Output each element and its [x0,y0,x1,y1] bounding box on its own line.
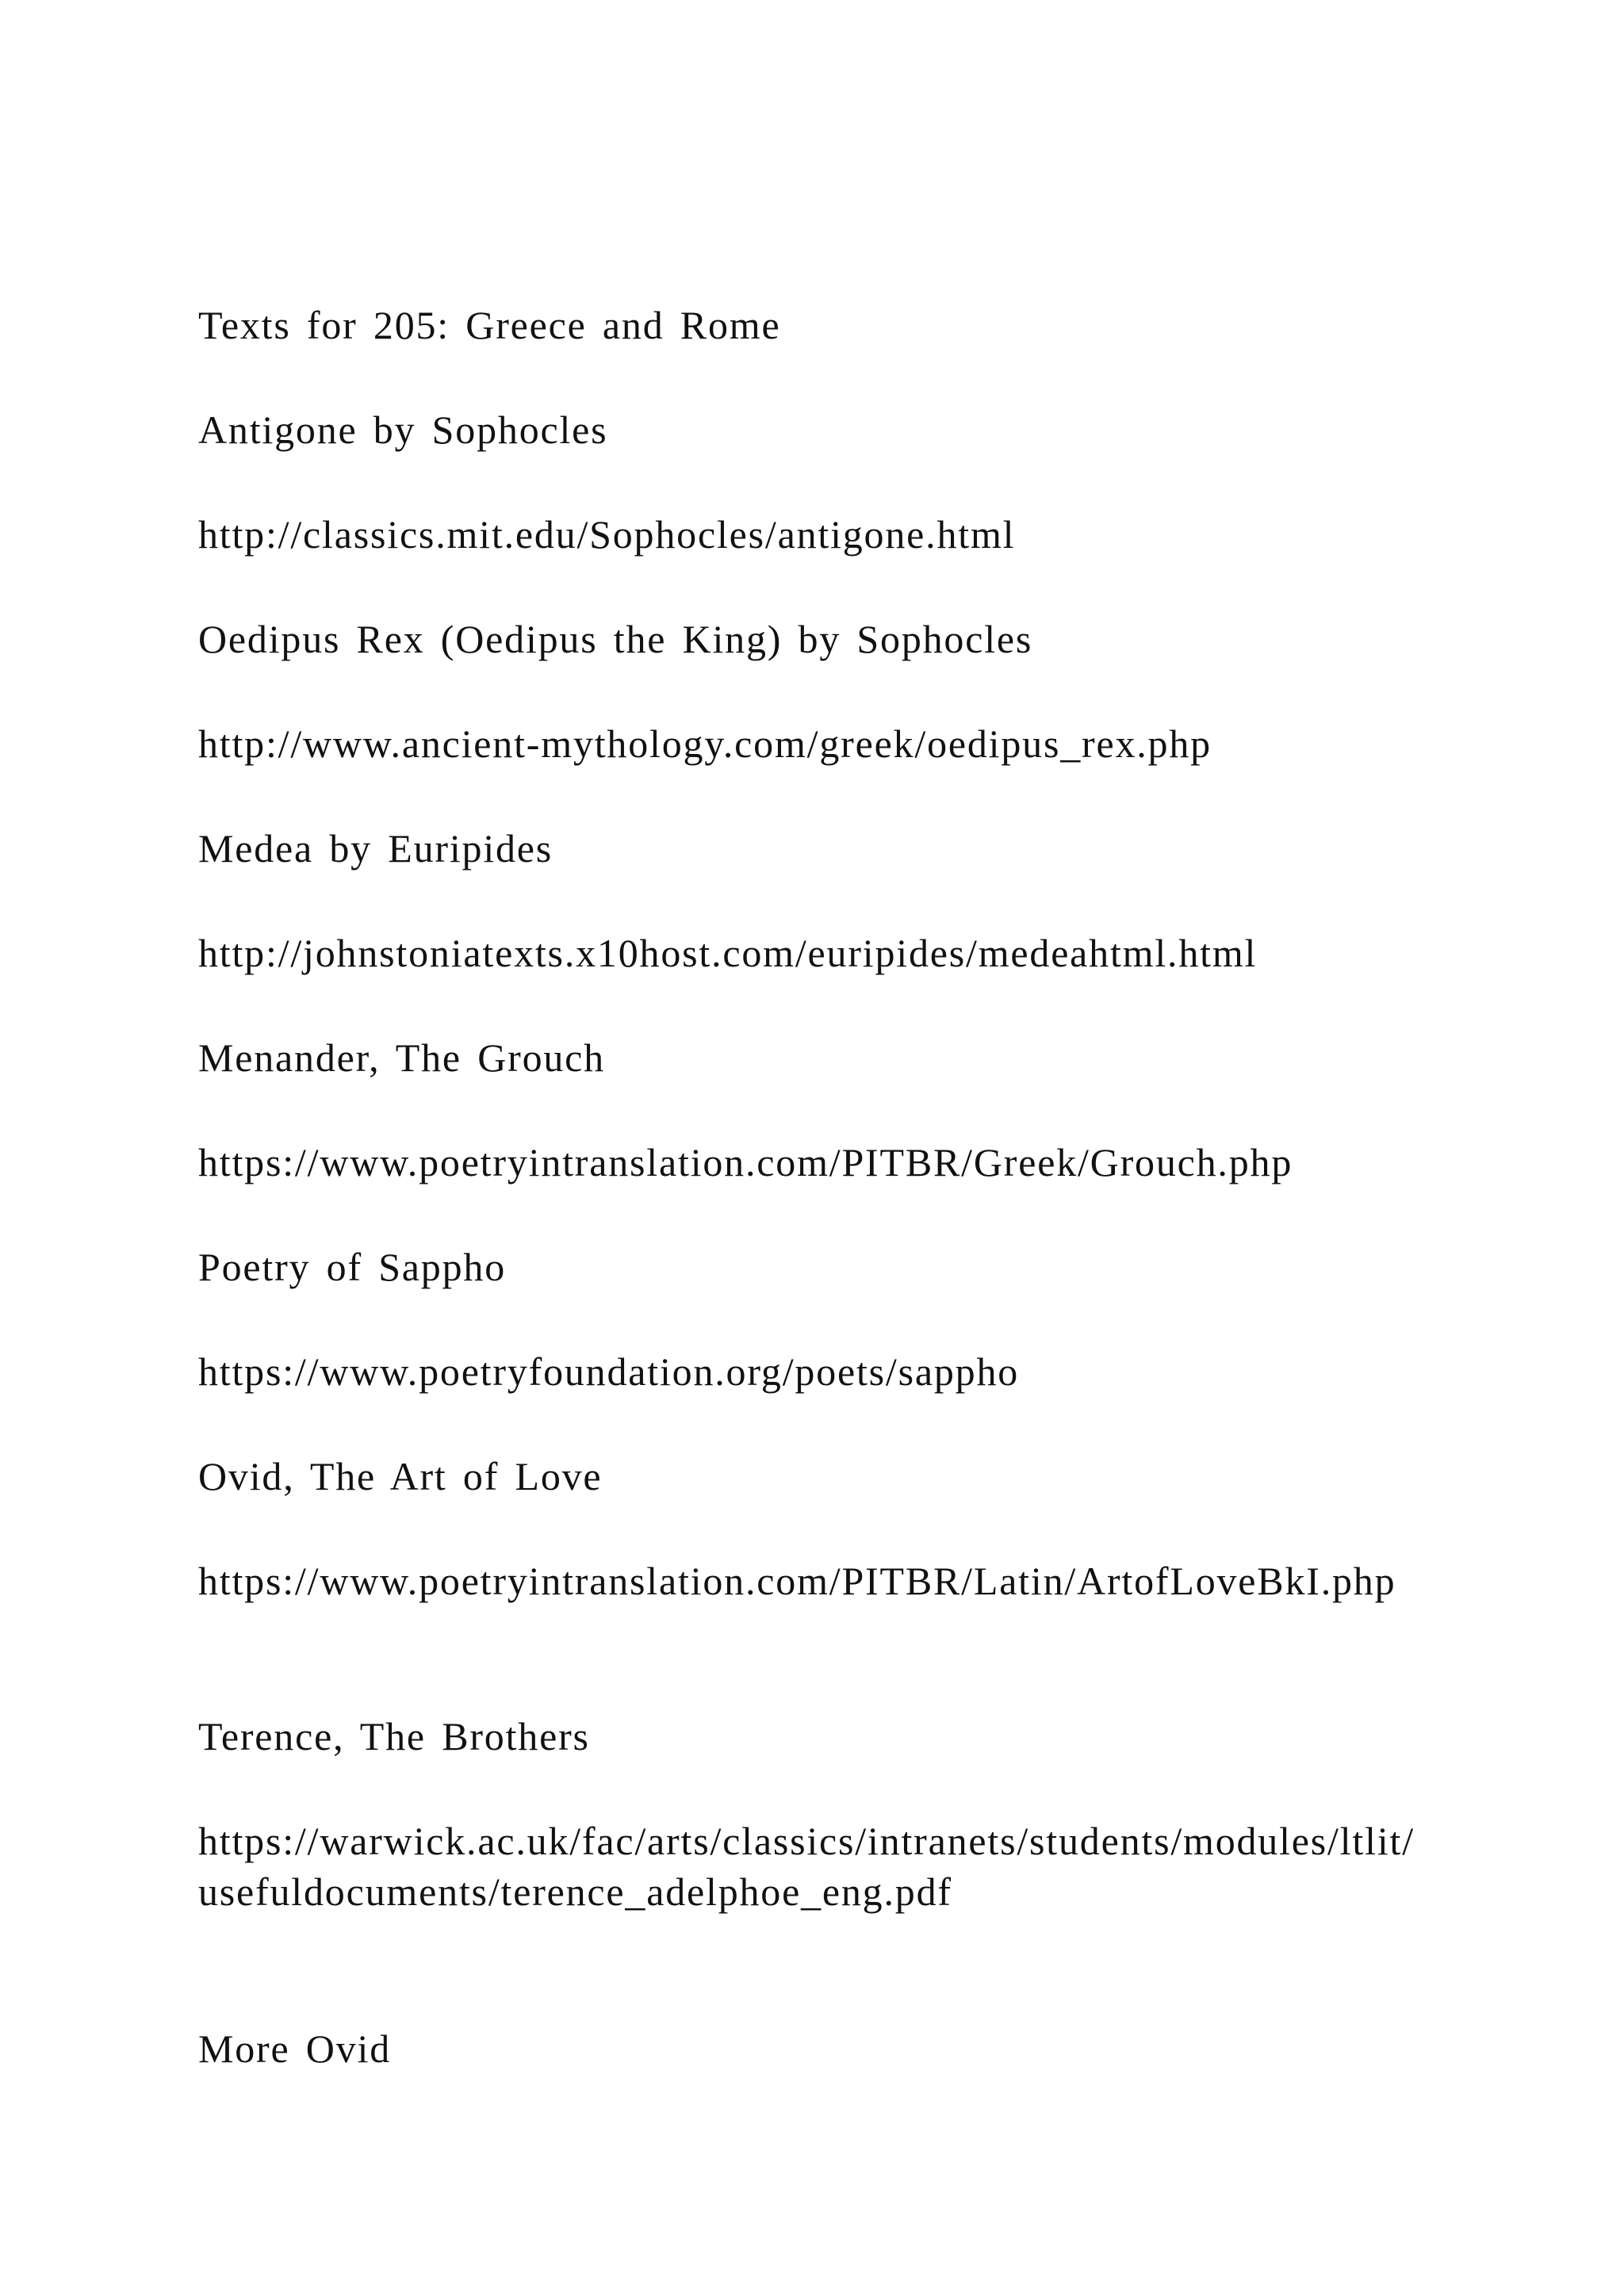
entry-url-oedipus[interactable] [198,718,1212,769]
entry-url-art-of-love[interactable] [198,1556,1435,1606]
link-antigone[interactable]: http://classics.mit.edu/Sophocles/antigone.html [198,512,1016,557]
entry-url-sappho[interactable] [198,1346,1019,1397]
entry-label-oedipus: Oedipus Rex (Oedipus the King) by Sophocles [198,617,1033,661]
link-grouch[interactable]: https://www.poetryintranslation.com/PITBR/Greek/Grouch.php [198,1140,1293,1184]
link-sappho[interactable]: https://www.poetryfoundation.org/poets/sappho [198,1349,1020,1394]
link-medea[interactable]: http://johnstoniatexts.x10host.com/euripides/medeahtml.html [198,931,1258,975]
document-title: Texts for 205: Greece and Rome [198,303,781,347]
entry-label-art-of-love: Ovid, The Art of Love [198,1454,603,1498]
entry-label-sappho: Poetry of Sappho [198,1245,506,1289]
link-oedipus[interactable]: http://www.ancient-mythology.com/greek/oedipus_rex.php [198,721,1212,766]
link-art-of-love[interactable]: https://www.poetryintranslation.com/PITBR/Latin/ArtofLoveBkI.php [198,1559,1396,1603]
entry-url-medea[interactable] [198,928,1257,978]
entry-label-medea: Medea by Euripides [198,826,553,871]
entry-label-antigone: Antigone by Sophocles [198,408,608,452]
entry-label-grouch: Menander, The Grouch [198,1035,605,1080]
entry-url-grouch[interactable] [198,1137,1293,1188]
entry-url-antigone[interactable] [198,509,1015,560]
entry-label-brothers: Terence, The Brothers [198,1714,590,1758]
footer-more-ovid: More Ovid [198,2026,392,2071]
entry-url-brothers[interactable] [198,1816,1435,1917]
link-brothers[interactable]: https://warwick.ac.uk/fac/arts/classics/intranets/students/modules/ltlit/usefuldocuments/terence_adelphoe_eng.pdf [198,1819,1415,1914]
